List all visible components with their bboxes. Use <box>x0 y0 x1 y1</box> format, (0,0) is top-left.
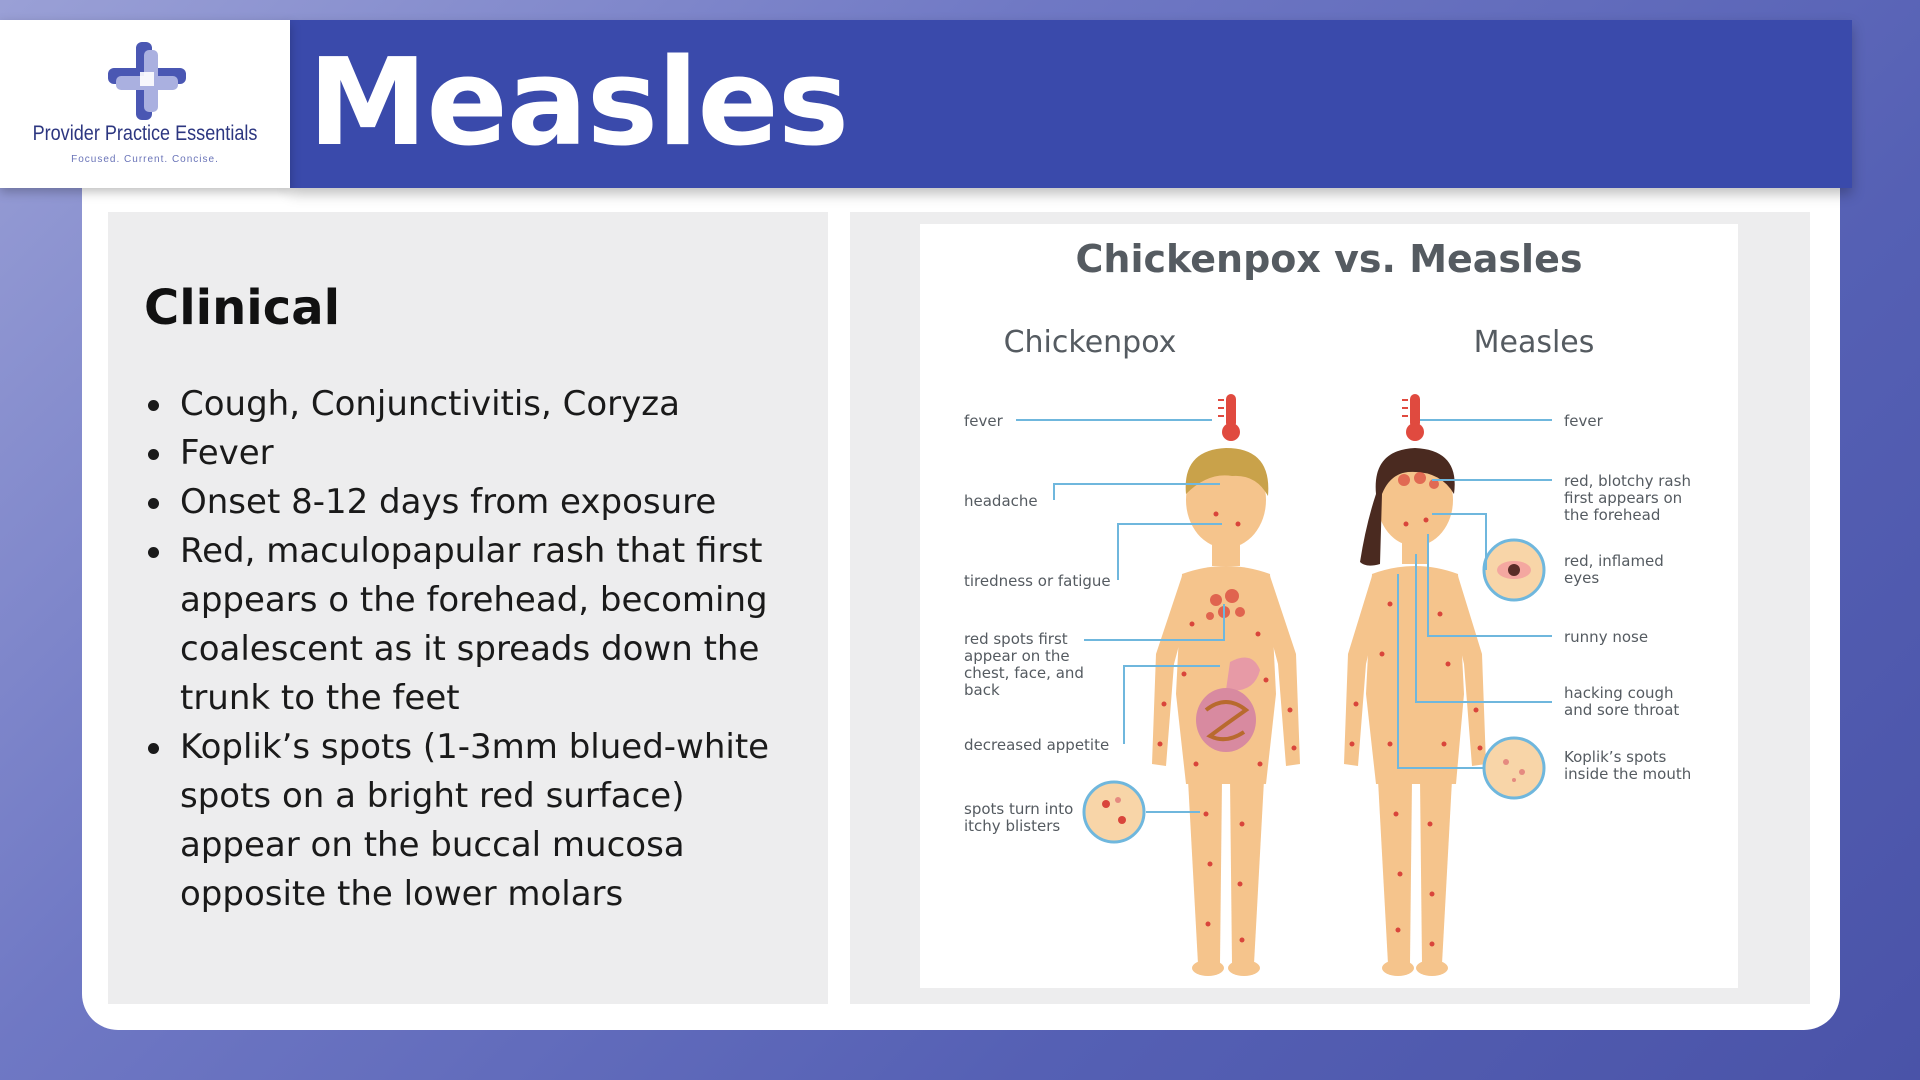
title-bar <box>290 20 1852 188</box>
infographic-panel <box>850 212 1810 1004</box>
measles-label <box>1564 684 1679 719</box>
chickenpox-vs-measles-infographic <box>920 224 1738 988</box>
measles-label <box>1564 472 1696 524</box>
content-card <box>82 188 1840 1030</box>
clinical-panel <box>108 212 828 1004</box>
measles-label-line: Koplik’s spots <box>1564 748 1667 766</box>
chickenpox-label-line: headache <box>964 492 1038 510</box>
measles-label-line: eyes <box>1564 569 1600 587</box>
chickenpox-label <box>964 736 1109 754</box>
chickenpox-label <box>964 412 1004 430</box>
thermometer-icon <box>1402 394 1424 441</box>
measles-label-line: the forehead <box>1564 506 1661 524</box>
chickenpox-label-line: itchy blisters <box>964 817 1061 835</box>
measles-label-line: runny nose <box>1564 628 1649 646</box>
clinical-heading: Clinical <box>144 280 341 336</box>
clinical-item: Red, maculopapular rash that first appears o the forehead, becoming coalescent as it spreads down the trunk to the feet <box>144 527 804 723</box>
clinical-list <box>144 380 804 919</box>
page-title: Measles <box>308 34 849 173</box>
chickenpox-label-line: spots turn into <box>964 800 1074 818</box>
thermometer-icon <box>1218 394 1240 441</box>
chickenpox-label <box>964 492 1038 510</box>
logo-tagline: Focused. Current. Concise. <box>71 154 219 165</box>
chickenpox-label-line: tiredness or fatigue <box>964 572 1111 590</box>
chickenpox-label-line: appear on the <box>964 647 1070 665</box>
chickenpox-label <box>964 572 1111 590</box>
chickenpox-label-line: red spots first <box>964 630 1068 648</box>
measles-label-line: red, inflamed <box>1564 552 1664 570</box>
chickenpox-label <box>964 800 1078 835</box>
measles-label-line: red, blotchy rash <box>1564 472 1691 490</box>
girl-figure <box>1344 454 1486 976</box>
logo-name: Provider Practice Essentials <box>32 122 258 145</box>
measles-label-line: inside the mouth <box>1564 765 1692 783</box>
clinical-item: Onset 8-12 days from exposure <box>144 478 804 527</box>
measles-label-line: and sore throat <box>1564 701 1680 719</box>
inflamed-eye-callout-icon <box>1484 540 1544 600</box>
clinical-item: Cough, Conjunctivitis, Coryza <box>144 380 804 429</box>
measles-label <box>1564 748 1691 783</box>
measles-label <box>1564 628 1648 646</box>
koplik-spots-callout-icon <box>1484 738 1544 798</box>
measles-label-line: fever <box>1564 412 1603 430</box>
measles-label <box>1564 552 1669 587</box>
medical-cross-logo-icon <box>104 38 190 124</box>
chickenpox-label-line: chest, face, and <box>964 664 1084 682</box>
clinical-item: Fever <box>144 429 804 478</box>
chickenpox-label-line: fever <box>964 412 1003 430</box>
clinical-item: Koplik’s spots (1-3mm blued-white spots on a bright red surface) appear on the buccal mucosa opposite the lower molars <box>144 723 804 919</box>
infographic-canvas <box>920 224 1738 988</box>
infographic-title: Chickenpox vs. Measles <box>1075 237 1583 281</box>
measles-label-line: first appears on <box>1564 489 1683 507</box>
measles-label-line: hacking cough <box>1564 684 1674 702</box>
blisters-callout-icon <box>1084 782 1144 842</box>
chickenpox-heading: Chickenpox <box>1003 325 1177 360</box>
measles-heading: Measles <box>1473 325 1595 360</box>
chickenpox-label-line: decreased appetite <box>964 736 1110 754</box>
chickenpox-label <box>964 630 1089 699</box>
chickenpox-label-line: back <box>964 681 1000 699</box>
measles-label <box>1564 412 1604 430</box>
logo-box <box>0 20 290 188</box>
